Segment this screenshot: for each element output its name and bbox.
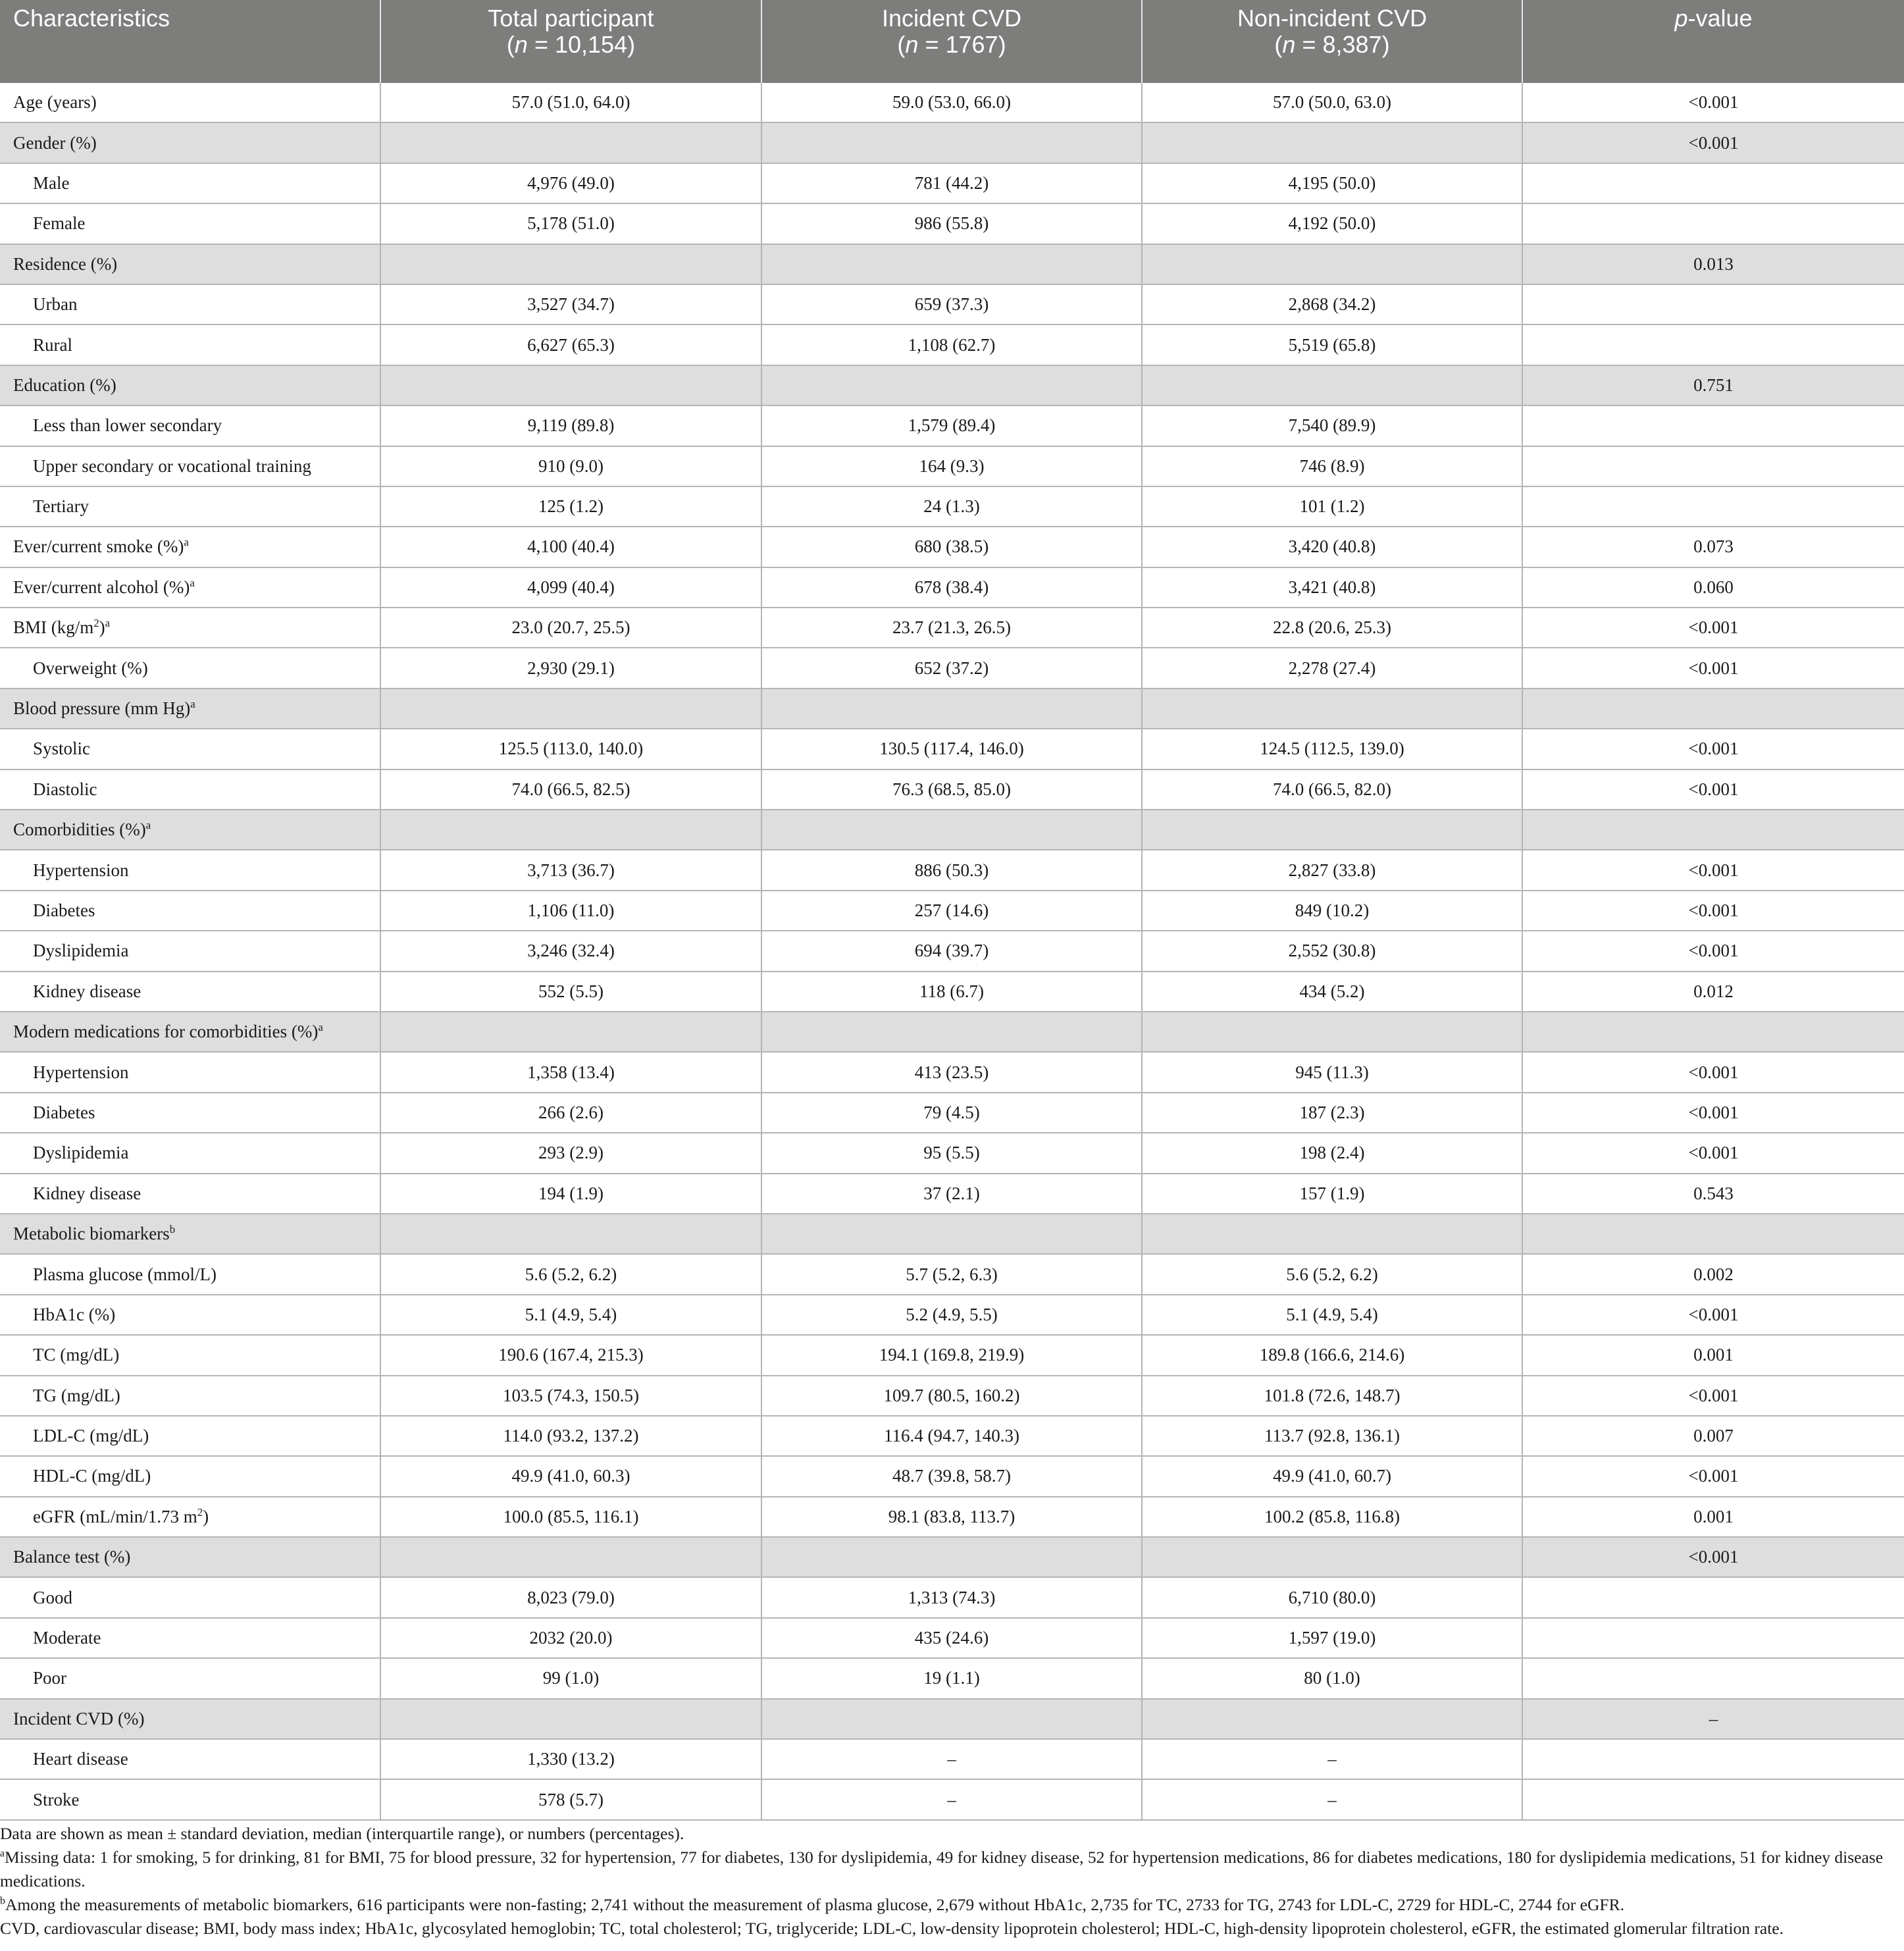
table-row <box>0 729 1904 769</box>
table-row <box>0 648 1904 688</box>
cell-incident <box>761 244 1142 284</box>
row-label: Diastolic <box>0 769 380 810</box>
row-label: Systolic <box>0 729 380 769</box>
table-row <box>0 972 1904 1012</box>
cell-incident: 23.7 (21.3, 26.5) <box>761 608 1142 648</box>
row-label: Less than lower secondary <box>0 405 380 446</box>
table-row <box>0 1618 1904 1658</box>
cell-incident: 118 (6.7) <box>761 972 1142 1012</box>
cell-incident: 79 (4.5) <box>761 1093 1142 1133</box>
cell-p-value: <0.001 <box>1522 769 1904 810</box>
table-row <box>0 284 1904 325</box>
table-row <box>0 244 1904 284</box>
cell-p-value: <0.001 <box>1522 83 1904 122</box>
cell-total: 5.6 (5.2, 6.2) <box>380 1254 761 1294</box>
cell-non-incident: – <box>1142 1739 1522 1779</box>
footnote-a: $^a$Missing data: 1 for smoking, 5 for drinking, 81 for BMI, 75 for blood pressure, 32 for hypertension, 77 for diabetes, 130 for dyslipidemia, 49 for kidney disease, 52 for hypertension medications, 86 for diabetes medications, 180 for dyslipidemia medications, 51 for kidney disease medications. <box>0 1848 1884 1890</box>
cell-incident: 37 (2.1) <box>761 1174 1142 1214</box>
cell-non-incident <box>1142 365 1522 405</box>
row-label: Kidney disease <box>0 1174 380 1214</box>
row-label: Female <box>0 203 380 244</box>
cell-non-incident: – <box>1142 1779 1522 1819</box>
row-label: Diabetes <box>0 891 380 931</box>
table-row <box>0 1456 1904 1496</box>
row-label: Kidney disease <box>0 972 380 1012</box>
cell-p-value <box>1522 446 1904 486</box>
cell-incident <box>761 689 1142 729</box>
cell-p-value: 0.001 <box>1522 1335 1904 1375</box>
cell-total: 1,330 (13.2) <box>380 1739 761 1779</box>
table-row <box>0 1376 1904 1416</box>
row-label: Heart disease <box>0 1739 380 1779</box>
cell-total <box>380 689 761 729</box>
row-label: BMI $(kg/m^2)^a$ <box>0 608 380 648</box>
table-row <box>0 1335 1904 1375</box>
cell-non-incident: 2,278 (27.4) <box>1142 648 1522 688</box>
cell-non-incident: 6,710 (80.0) <box>1142 1577 1522 1617</box>
cell-p-value: <0.001 <box>1522 1093 1904 1133</box>
row-label: Urban <box>0 284 380 325</box>
cell-incident: 48.7 (39.8, 58.7) <box>761 1456 1142 1496</box>
cell-incident: 781 (44.2) <box>761 163 1142 203</box>
cell-p-value: <0.001 <box>1522 850 1904 890</box>
cell-total: 74.0 (66.5, 82.5) <box>380 769 761 810</box>
table-row <box>0 122 1904 163</box>
row-label: Stroke <box>0 1779 380 1819</box>
row-label: Male <box>0 163 380 203</box>
cell-incident <box>761 810 1142 850</box>
table-row <box>0 405 1904 446</box>
cell-incident: – <box>761 1779 1142 1819</box>
cell-non-incident: 80 (1.0) <box>1142 1658 1522 1698</box>
table-footnotes <box>0 1822 1889 1940</box>
table-row <box>0 1012 1904 1052</box>
row-label: TG (mg/dL) <box>0 1376 380 1416</box>
cell-p-value: <0.001 <box>1522 122 1904 163</box>
cell-p-value: <0.001 <box>1522 1456 1904 1496</box>
table-body <box>0 83 1904 1820</box>
cell-incident: 95 (5.5) <box>761 1133 1142 1173</box>
cell-incident: 659 (37.3) <box>761 284 1142 325</box>
cell-incident: 257 (14.6) <box>761 891 1142 931</box>
row-label: Dyslipidemia <box>0 931 380 971</box>
table-row <box>0 850 1904 890</box>
cell-incident: 694 (39.7) <box>761 931 1142 971</box>
table-row <box>0 1699 1904 1739</box>
cell-non-incident <box>1142 122 1522 163</box>
row-label: HbA1c (%) <box>0 1295 380 1335</box>
table-row <box>0 365 1904 405</box>
cell-total: 2,930 (29.1) <box>380 648 761 688</box>
cell-p-value <box>1522 689 1904 729</box>
cell-incident: 194.1 (169.8, 219.9) <box>761 1335 1142 1375</box>
cell-total <box>380 122 761 163</box>
row-label: Ever/current smoke (%)$^a$ <box>0 527 380 567</box>
cell-total <box>380 1699 761 1739</box>
cell-total: 8,023 (79.0) <box>380 1577 761 1617</box>
row-label: Modern medications for comorbidities (%)$^a$ <box>0 1012 380 1052</box>
row-label: Overweight (%) <box>0 648 380 688</box>
cell-incident: 109.7 (80.5, 160.2) <box>761 1376 1142 1416</box>
table-row <box>0 446 1904 486</box>
table-row <box>0 1497 1904 1537</box>
cell-total: 1,358 (13.4) <box>380 1052 761 1092</box>
cell-non-incident: 100.2 (85.8, 116.8) <box>1142 1497 1522 1537</box>
row-label: Ever/current alcohol (%)$^a$ <box>0 567 380 608</box>
cell-incident: 435 (24.6) <box>761 1618 1142 1658</box>
table-row <box>0 83 1904 122</box>
cell-p-value <box>1522 1779 1904 1819</box>
table-row <box>0 203 1904 244</box>
cell-incident <box>761 1537 1142 1577</box>
cell-p-value <box>1522 405 1904 446</box>
cell-incident: 1,108 (62.7) <box>761 325 1142 365</box>
cell-p-value: 0.002 <box>1522 1254 1904 1294</box>
table-row <box>0 931 1904 971</box>
cell-p-value: <0.001 <box>1522 1295 1904 1335</box>
table-row <box>0 567 1904 608</box>
cell-total: 3,527 (34.7) <box>380 284 761 325</box>
table-row <box>0 1174 1904 1214</box>
row-label: Poor <box>0 1658 380 1698</box>
cell-non-incident <box>1142 810 1522 850</box>
cell-total: 9,119 (89.8) <box>380 405 761 446</box>
cell-incident: 76.3 (68.5, 85.0) <box>761 769 1142 810</box>
cell-total: 125.5 (113.0, 140.0) <box>380 729 761 769</box>
row-label: Dyslipidemia <box>0 1133 380 1173</box>
cell-total <box>380 1012 761 1052</box>
cell-total <box>380 1214 761 1254</box>
cell-non-incident: 5.6 (5.2, 6.2) <box>1142 1254 1522 1294</box>
header-characteristics: Characteristics <box>0 0 380 83</box>
row-label: Good <box>0 1577 380 1617</box>
cell-total: 910 (9.0) <box>380 446 761 486</box>
cell-p-value: <0.001 <box>1522 608 1904 648</box>
cell-p-value: <0.001 <box>1522 1376 1904 1416</box>
cell-total: 100.0 (85.5, 116.1) <box>380 1497 761 1537</box>
cell-total: 552 (5.5) <box>380 972 761 1012</box>
row-label: Balance test (%) <box>0 1537 380 1577</box>
cell-p-value: <0.001 <box>1522 1133 1904 1173</box>
header-total-participant: Total participant (n = 10,154) <box>380 0 761 83</box>
cell-p-value: <0.001 <box>1522 1537 1904 1577</box>
table-row <box>0 1133 1904 1173</box>
cell-p-value: 0.751 <box>1522 365 1904 405</box>
footnote-b: $^b$Among the measurements of metabolic biomarkers, 616 participants were non-fasting; 2,741 without the measurement of plasma glucose, 2,679 without HbA1c, 2,735 for TC, 2733 for TG, 2743 for LDL-C, 2729 for HDL-C, 2744 for eGFR. <box>0 1895 1624 1914</box>
cell-non-incident: 101 (1.2) <box>1142 486 1522 527</box>
row-label: Moderate <box>0 1618 380 1658</box>
table-row <box>0 1295 1904 1335</box>
table-row <box>0 527 1904 567</box>
cell-non-incident <box>1142 1699 1522 1739</box>
row-label: HDL-C (mg/dL) <box>0 1456 380 1496</box>
footnote-abbreviations: CVD, cardiovascular disease; BMI, body mass index; HbA1c, glycosylated hemoglobin; TC, total cholesterol; TG, triglyceride; LDL-C, low-density lipoprotein cholesterol; HDL-C, high-density lipoprotein cholesterol, eGFR, the estimated glomerular filtration rate. <box>0 1919 1784 1938</box>
cell-non-incident: 113.7 (92.8, 136.1) <box>1142 1416 1522 1456</box>
cell-incident <box>761 365 1142 405</box>
cell-incident: 678 (38.4) <box>761 567 1142 608</box>
cell-total <box>380 810 761 850</box>
cell-total: 194 (1.9) <box>380 1174 761 1214</box>
cell-non-incident: 2,552 (30.8) <box>1142 931 1522 971</box>
cell-non-incident: 3,421 (40.8) <box>1142 567 1522 608</box>
cell-non-incident: 57.0 (50.0, 63.0) <box>1142 83 1522 122</box>
cell-total: 4,976 (49.0) <box>380 163 761 203</box>
table-row <box>0 1214 1904 1254</box>
cell-non-incident: 945 (11.3) <box>1142 1052 1522 1092</box>
table-row <box>0 1658 1904 1698</box>
cell-incident: 59.0 (53.0, 66.0) <box>761 83 1142 122</box>
cell-non-incident: 124.5 (112.5, 139.0) <box>1142 729 1522 769</box>
cell-total: 125 (1.2) <box>380 486 761 527</box>
table-row <box>0 689 1904 729</box>
cell-p-value <box>1522 1214 1904 1254</box>
cell-total: 57.0 (51.0, 64.0) <box>380 83 761 122</box>
cell-p-value <box>1522 163 1904 203</box>
table-row <box>0 1779 1904 1819</box>
row-label: Diabetes <box>0 1093 380 1133</box>
cell-non-incident: 4,192 (50.0) <box>1142 203 1522 244</box>
row-label: Hypertension <box>0 850 380 890</box>
cell-p-value: 0.013 <box>1522 244 1904 284</box>
cell-non-incident: 198 (2.4) <box>1142 1133 1522 1173</box>
cell-incident: 986 (55.8) <box>761 203 1142 244</box>
cell-incident: 413 (23.5) <box>761 1052 1142 1092</box>
cell-non-incident: 3,420 (40.8) <box>1142 527 1522 567</box>
row-label: TC (mg/dL) <box>0 1335 380 1375</box>
cell-non-incident <box>1142 1214 1522 1254</box>
cell-total: 293 (2.9) <box>380 1133 761 1173</box>
cell-non-incident: 74.0 (66.5, 82.0) <box>1142 769 1522 810</box>
cell-total: 49.9 (41.0, 60.3) <box>380 1456 761 1496</box>
footnote-data-description: Data are shown as mean ± standard deviation, median (interquartile range), or numbers (percentages). <box>0 1824 684 1843</box>
cell-p-value <box>1522 203 1904 244</box>
table-row <box>0 1739 1904 1779</box>
cell-incident: 116.4 (94.7, 140.3) <box>761 1416 1142 1456</box>
cell-non-incident: 4,195 (50.0) <box>1142 163 1522 203</box>
row-label: Metabolic biomarkers$^b$ <box>0 1214 380 1254</box>
table-row <box>0 608 1904 648</box>
cell-non-incident: 746 (8.9) <box>1142 446 1522 486</box>
cell-incident: 130.5 (117.4, 146.0) <box>761 729 1142 769</box>
cell-total: 114.0 (93.2, 137.2) <box>380 1416 761 1456</box>
cell-p-value <box>1522 284 1904 325</box>
cell-incident: 24 (1.3) <box>761 486 1142 527</box>
cell-incident: 1,313 (74.3) <box>761 1577 1142 1617</box>
cell-total: 5,178 (51.0) <box>380 203 761 244</box>
cell-incident: 164 (9.3) <box>761 446 1142 486</box>
cell-incident: 98.1 (83.8, 113.7) <box>761 1497 1142 1537</box>
cell-total: 4,099 (40.4) <box>380 567 761 608</box>
cell-total: 3,713 (36.7) <box>380 850 761 890</box>
cell-total: 2032 (20.0) <box>380 1618 761 1658</box>
cell-non-incident: 187 (2.3) <box>1142 1093 1522 1133</box>
cell-p-value <box>1522 1577 1904 1617</box>
header-incident-cvd: Incident CVD (n = 1767) <box>761 0 1142 83</box>
cell-p-value: 0.060 <box>1522 567 1904 608</box>
cell-total: 266 (2.6) <box>380 1093 761 1133</box>
cell-incident <box>761 1214 1142 1254</box>
table-row <box>0 325 1904 365</box>
row-label: LDL-C (mg/dL) <box>0 1416 380 1456</box>
table-header-row <box>0 0 1904 83</box>
row-label: Upper secondary or vocational training <box>0 446 380 486</box>
table-row <box>0 810 1904 850</box>
cell-total: 578 (5.7) <box>380 1779 761 1819</box>
cell-total <box>380 1537 761 1577</box>
cell-p-value: <0.001 <box>1522 1052 1904 1092</box>
cell-p-value <box>1522 810 1904 850</box>
cell-incident: 1,579 (89.4) <box>761 405 1142 446</box>
cell-total: 6,627 (65.3) <box>380 325 761 365</box>
cell-incident: 5.2 (4.9, 5.5) <box>761 1295 1142 1335</box>
table-row <box>0 163 1904 203</box>
cell-total <box>380 244 761 284</box>
table-row <box>0 1537 1904 1577</box>
cell-non-incident: 1,597 (19.0) <box>1142 1618 1522 1658</box>
row-label: Residence (%) <box>0 244 380 284</box>
cell-non-incident: 2,868 (34.2) <box>1142 284 1522 325</box>
row-label: Incident CVD (%) <box>0 1699 380 1739</box>
row-label: Education (%) <box>0 365 380 405</box>
row-label: Hypertension <box>0 1052 380 1092</box>
cell-p-value: 0.001 <box>1522 1497 1904 1537</box>
cell-p-value: <0.001 <box>1522 891 1904 931</box>
table-row <box>0 1416 1904 1456</box>
cell-total: 190.6 (167.4, 215.3) <box>380 1335 761 1375</box>
cell-non-incident: 5.1 (4.9, 5.4) <box>1142 1295 1522 1335</box>
cell-p-value: 0.012 <box>1522 972 1904 1012</box>
row-label: Age (years) <box>0 83 380 122</box>
cell-total: 4,100 (40.4) <box>380 527 761 567</box>
table-row <box>0 1577 1904 1617</box>
cell-non-incident: 157 (1.9) <box>1142 1174 1522 1214</box>
cell-p-value: <0.001 <box>1522 648 1904 688</box>
cell-incident: – <box>761 1739 1142 1779</box>
cell-incident: 5.7 (5.2, 6.3) <box>761 1254 1142 1294</box>
table-row <box>0 769 1904 810</box>
cell-non-incident: 5,519 (65.8) <box>1142 325 1522 365</box>
cell-total <box>380 365 761 405</box>
cell-non-incident: 22.8 (20.6, 25.3) <box>1142 608 1522 648</box>
cell-non-incident: 49.9 (41.0, 60.7) <box>1142 1456 1522 1496</box>
cell-non-incident <box>1142 1537 1522 1577</box>
table-row <box>0 1093 1904 1133</box>
cell-non-incident: 2,827 (33.8) <box>1142 850 1522 890</box>
header-non-incident-cvd: Non-incident CVD (n = 8,387) <box>1142 0 1522 83</box>
cell-p-value <box>1522 1012 1904 1052</box>
row-label: Comorbidities (%)$^a$ <box>0 810 380 850</box>
cell-non-incident <box>1142 1012 1522 1052</box>
cell-incident <box>761 122 1142 163</box>
cell-total: 23.0 (20.7, 25.5) <box>380 608 761 648</box>
cell-non-incident: 7,540 (89.9) <box>1142 405 1522 446</box>
cell-p-value: <0.001 <box>1522 729 1904 769</box>
cell-p-value: <0.001 <box>1522 931 1904 971</box>
row-label: Rural <box>0 325 380 365</box>
cell-total: 99 (1.0) <box>380 1658 761 1698</box>
row-label: eGFR (mL/min/1.73 $m^2$) <box>0 1497 380 1537</box>
row-label: Gender (%) <box>0 122 380 163</box>
cell-total: 3,246 (32.4) <box>380 931 761 971</box>
table-row <box>0 486 1904 527</box>
cell-incident: 680 (38.5) <box>761 527 1142 567</box>
table-row <box>0 891 1904 931</box>
cell-p-value <box>1522 325 1904 365</box>
cell-p-value <box>1522 1618 1904 1658</box>
cell-total: 1,106 (11.0) <box>380 891 761 931</box>
cell-non-incident: 189.8 (166.6, 214.6) <box>1142 1335 1522 1375</box>
table-row <box>0 1052 1904 1092</box>
table-row <box>0 1254 1904 1294</box>
cell-total: 103.5 (74.3, 150.5) <box>380 1376 761 1416</box>
cell-non-incident: 434 (5.2) <box>1142 972 1522 1012</box>
cell-p-value: 0.073 <box>1522 527 1904 567</box>
cell-non-incident: 849 (10.2) <box>1142 891 1522 931</box>
cell-incident <box>761 1699 1142 1739</box>
cell-incident <box>761 1012 1142 1052</box>
cell-incident: 19 (1.1) <box>761 1658 1142 1698</box>
cell-p-value <box>1522 1658 1904 1698</box>
cell-p-value <box>1522 1739 1904 1779</box>
cell-p-value: 0.007 <box>1522 1416 1904 1456</box>
cell-p-value: 0.543 <box>1522 1174 1904 1214</box>
cell-incident: 652 (37.2) <box>761 648 1142 688</box>
row-label: Plasma glucose (mmol/L) <box>0 1254 380 1294</box>
row-label: Tertiary <box>0 486 380 527</box>
row-label: Blood pressure (mm Hg)$^a$ <box>0 689 380 729</box>
cell-total: 5.1 (4.9, 5.4) <box>380 1295 761 1335</box>
cell-non-incident: 101.8 (72.6, 148.7) <box>1142 1376 1522 1416</box>
cell-non-incident <box>1142 244 1522 284</box>
cell-p-value: – <box>1522 1699 1904 1739</box>
cell-non-incident <box>1142 689 1522 729</box>
header-p-value: p-value <box>1522 0 1904 83</box>
cell-p-value <box>1522 486 1904 527</box>
cell-incident: 886 (50.3) <box>761 850 1142 890</box>
